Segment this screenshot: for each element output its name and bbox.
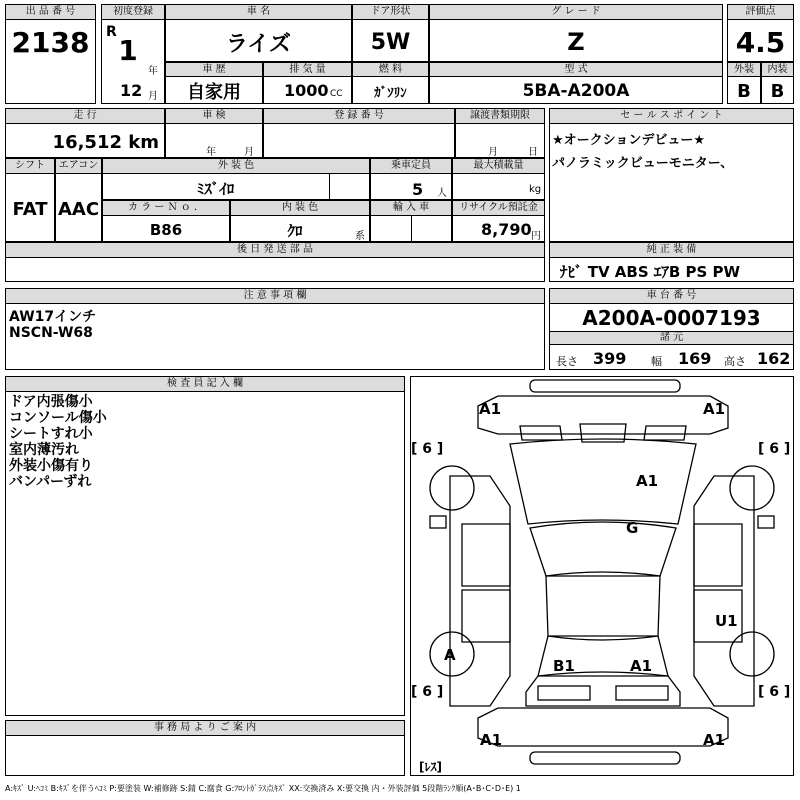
- wheel-front-right: [730, 466, 774, 510]
- tire-front-right: [ 6 ]: [758, 441, 791, 457]
- headlight-right: [644, 426, 686, 440]
- color-divider: [329, 174, 330, 200]
- tire-rear-right: [ 6 ]: [758, 684, 791, 700]
- ac: AAC: [57, 198, 100, 220]
- wheel-front-left: [430, 466, 474, 510]
- color-number: B86: [149, 221, 183, 239]
- damage-front-right: A1: [703, 400, 726, 418]
- door-type: 5W: [370, 29, 411, 55]
- fuel-label: 燃 料: [352, 62, 429, 77]
- spec-label: 諸 元: [549, 331, 794, 345]
- taillight-right: [616, 686, 668, 700]
- lot-number: 2138: [11, 25, 90, 59]
- right-front-door: [694, 524, 742, 586]
- sales-point-label: セ ー ル ス ポ イ ン ト: [549, 108, 794, 124]
- spare-tire: [ﾚｽ]: [419, 760, 442, 774]
- left-body: [450, 476, 510, 706]
- front-bumper: [478, 396, 728, 434]
- history: 自家用: [187, 82, 241, 103]
- era: R: [106, 24, 117, 40]
- ac-label: エアコン: [55, 158, 102, 174]
- later-parts-label: 後 日 発 送 部 品: [5, 242, 545, 258]
- damage-rear-left-panel: B1: [553, 657, 575, 675]
- damage-roof: G: [626, 519, 639, 537]
- import-label: 輸 入 車: [370, 200, 452, 216]
- maxload-unit: kg: [529, 184, 542, 195]
- month-unit: 月: [148, 91, 158, 102]
- capacity: 5: [412, 180, 424, 199]
- shift-label: シフト: [5, 158, 55, 174]
- equipment: ﾅﾋﾞ TV ABS ｴｱB PS PW: [560, 263, 741, 281]
- rear-bumper-bottom: [530, 752, 680, 764]
- inspection-label: 車 検: [165, 108, 263, 124]
- headlight-left: [520, 426, 562, 440]
- model: 5BA-A200A: [522, 81, 630, 101]
- sales-line: パノラミックビューモニター、: [552, 156, 734, 171]
- shift: FAT: [12, 198, 48, 220]
- mirror-left: [430, 516, 446, 528]
- legend: A:ｷｽﾞ U:ﾍｺﾐ B:ｷｽﾞを伴うﾍｺﾐ P:要塗装 W:補修跡 S:錆 C:腐食 G:ﾌﾛﾝﾄｶﾞﾗｽ点ｷｽﾞ XX:交換済み X:要交換 内・外装評価 5段階ﾗﾝｸ順(A･B･C･D･E) 1: [5, 784, 521, 793]
- damage-rear-right: A1: [703, 731, 726, 749]
- displacement: 1000: [284, 81, 329, 100]
- recycle-label: リサイクル預託金: [452, 200, 545, 216]
- inspector-line: ドア内張傷小: [9, 394, 93, 410]
- int-grade: B: [770, 80, 785, 102]
- inspection-month-unit: 月: [244, 147, 254, 158]
- import-divider: [411, 216, 412, 242]
- wheel-rear-right: [730, 632, 774, 676]
- inspector-notes: [9, 394, 107, 490]
- capacity-unit: 人: [437, 188, 447, 199]
- grade-label: グ レ ー ド: [429, 4, 723, 20]
- notes-line: AW17インチ: [9, 309, 97, 325]
- mileage: 16,512 km: [52, 131, 159, 153]
- width: 169: [678, 349, 712, 368]
- sales-line: ★オークションデビュー★: [552, 133, 706, 148]
- inspector-line: 室内薄汚れ: [9, 442, 79, 458]
- notes-line: NSCN-W68: [9, 325, 93, 341]
- damage-right-rear-door: U1: [715, 612, 738, 630]
- inspector-label: 検 査 員 記 入 欄: [5, 376, 405, 392]
- capacity-label: 乗車定員: [370, 158, 452, 174]
- equipment-label: 純 正 装 備: [549, 242, 794, 258]
- windshield: [530, 522, 676, 576]
- tailgate: [526, 676, 680, 706]
- interior-color: ｸﾛ: [287, 221, 303, 240]
- hood: [510, 439, 696, 524]
- int-label: 内装: [761, 62, 794, 77]
- score-label: 評価点: [727, 4, 794, 20]
- first-reg-month: 12: [120, 81, 143, 100]
- tire-rear-left: [ 6 ]: [411, 684, 444, 700]
- inspector-line: バンパーずれ: [9, 474, 92, 490]
- chassis-label: 車 台 番 号: [549, 288, 794, 304]
- left-rear-door: [462, 590, 510, 642]
- first-reg-label: 初度登録: [101, 4, 165, 20]
- inspector-line: シートすれ小: [9, 426, 93, 442]
- lot-number-label: 出 品 番 号: [5, 4, 96, 20]
- length: 399: [593, 349, 627, 368]
- inspector-line: 外装小傷有り: [9, 458, 93, 474]
- roof: [546, 576, 660, 636]
- height-label: 高さ: [724, 355, 746, 368]
- history-label: 車 歴: [165, 62, 263, 77]
- regno-label: 登 録 番 号: [263, 108, 455, 124]
- right-body: [694, 476, 754, 706]
- ext-grade: B: [737, 80, 751, 102]
- sales-point-text: [552, 129, 733, 175]
- maxload-label: 最大積載量: [452, 158, 545, 174]
- interior-unit: 系: [355, 231, 365, 242]
- door-label: ドア形状: [352, 4, 429, 20]
- chassis-number: A200A-0007193: [582, 306, 761, 330]
- color-label: 外 装 色: [102, 158, 370, 174]
- exterior-color: ﾐｽﾞｲﾛ: [196, 179, 235, 198]
- left-front-door: [462, 524, 510, 586]
- front-bumper-top: [530, 380, 680, 392]
- office-label: 事 務 局 よ り ご 案 内: [5, 720, 405, 736]
- tire-front-left: [ 6 ]: [411, 441, 444, 457]
- recycle-fee: 8,790: [481, 220, 532, 239]
- interior-label: 内 装 色: [230, 200, 370, 216]
- mileage-label: 走 行: [5, 108, 165, 124]
- transfer-day-unit: 日: [528, 147, 538, 158]
- colorno-label: カ ラ ー Ｎ ｏ ．: [102, 200, 230, 216]
- displacement-unit: CC: [330, 89, 343, 99]
- inspection-year-unit: 年: [206, 147, 216, 158]
- damage-rear-right-panel: A1: [630, 657, 653, 675]
- damage-hood: A1: [636, 472, 659, 490]
- damage-rear-left: A1: [480, 731, 503, 749]
- transfer-month-unit: 月: [488, 147, 498, 158]
- inspector-line: コンソール傷小: [9, 410, 107, 426]
- damage-front-left: A1: [479, 400, 502, 418]
- mirror-right: [758, 516, 774, 528]
- car-name: ライズ: [225, 31, 292, 57]
- length-label: 長さ: [556, 355, 578, 368]
- score: 4.5: [735, 25, 786, 59]
- fuel: ｶﾞｿﾘﾝ: [374, 85, 407, 101]
- car-name-label: 車 名: [165, 4, 352, 20]
- notes-text: [9, 309, 96, 341]
- car-diagram: [410, 376, 794, 776]
- rear-bumper: [478, 708, 728, 746]
- displacement-label: 排 気 量: [263, 62, 352, 77]
- grade: Z: [567, 28, 585, 56]
- damage-left-rear-wheel: A: [444, 646, 456, 664]
- width-label: 幅: [651, 355, 662, 368]
- taillight-left: [538, 686, 590, 700]
- model-label: 型 式: [429, 62, 723, 77]
- year-unit: 年: [148, 66, 158, 77]
- ext-label: 外装: [727, 62, 761, 77]
- height: 162: [757, 349, 791, 368]
- first-reg-year: 1: [118, 33, 138, 67]
- notes-label: 注 意 事 項 欄: [5, 288, 545, 304]
- transfer-label: 譲渡書類期限: [455, 108, 545, 124]
- recycle-unit: 円: [531, 231, 541, 242]
